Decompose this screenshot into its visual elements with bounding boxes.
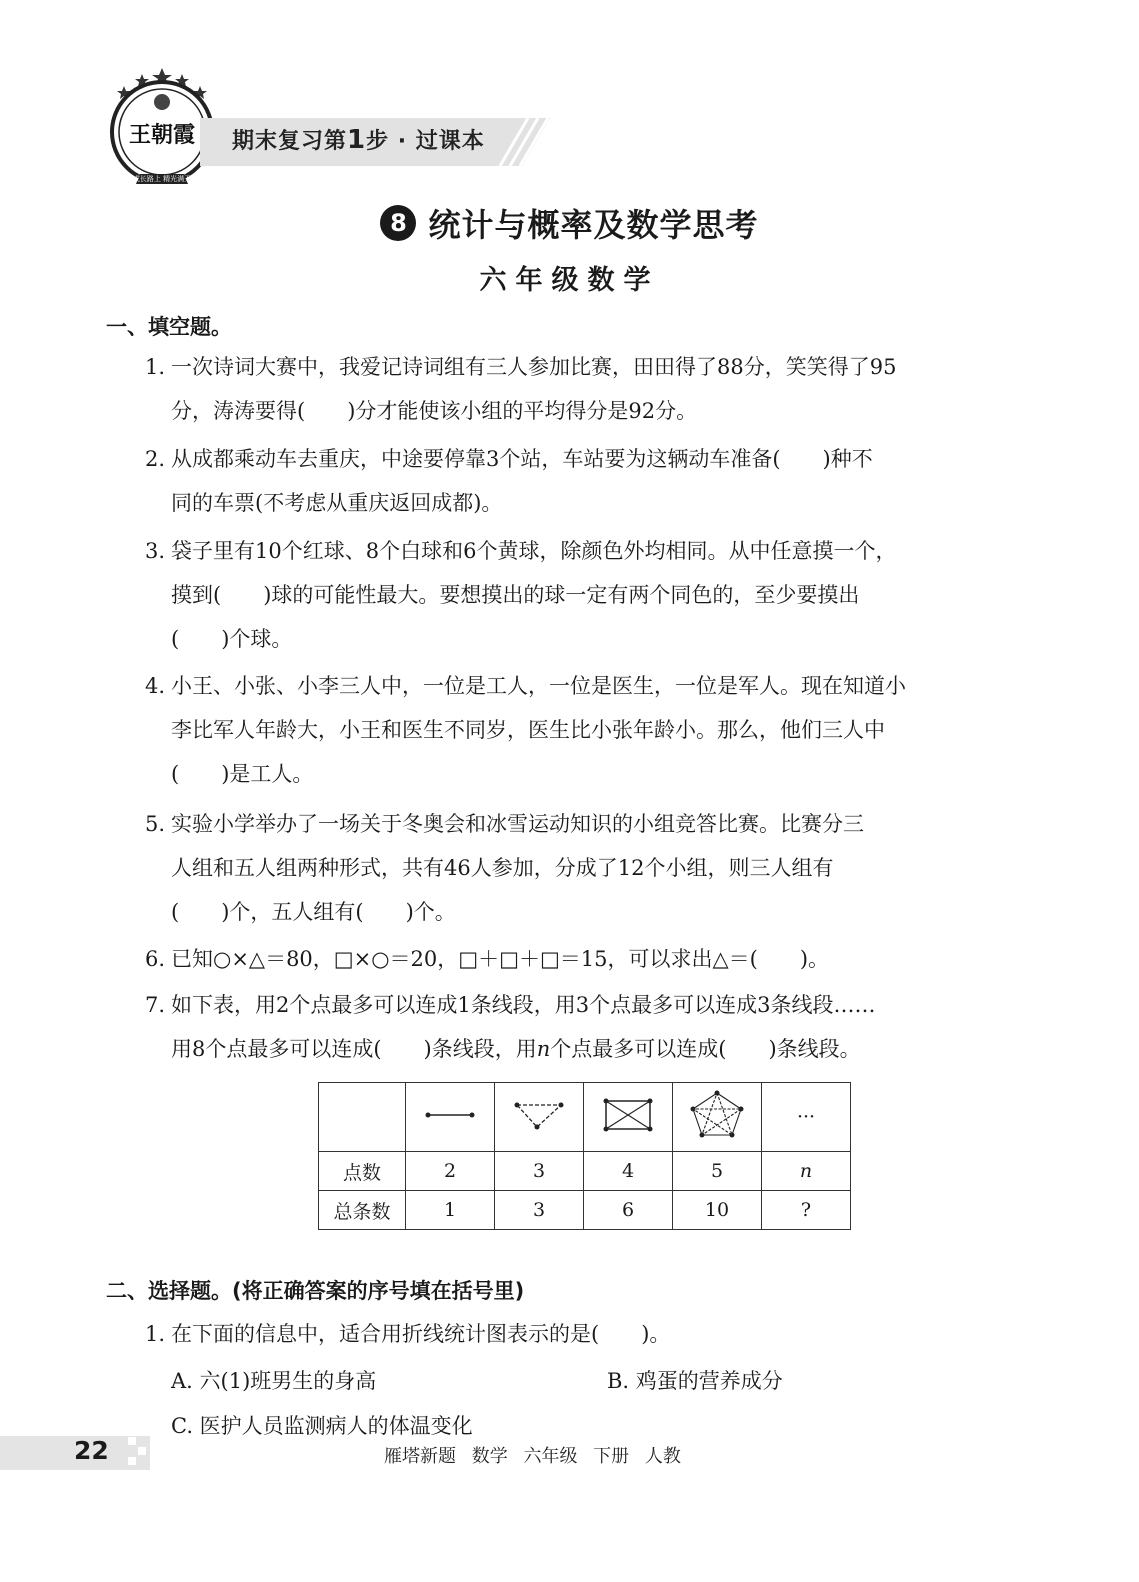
segments-value: ? — [762, 1191, 851, 1230]
option-b: B. 鸡蛋的营养成分 — [607, 1369, 783, 1393]
points-segments-table — [318, 1082, 851, 1230]
option-c: C. 医护人员监测病人的体温变化 — [171, 1414, 473, 1438]
logo-name: 王朝霞 — [128, 123, 196, 148]
ellipsis-cell: ··· — [762, 1083, 851, 1152]
row-label-points: 点数 — [319, 1152, 406, 1191]
points-value: 5 — [673, 1152, 762, 1191]
section-heading: 一、填空题。 — [106, 315, 232, 339]
option-a: A. 六(1)班男生的身高 — [171, 1369, 377, 1393]
segments-value: 3 — [495, 1191, 584, 1230]
points-value: 2 — [406, 1152, 495, 1191]
points-value: n — [762, 1152, 851, 1191]
segments-value: 10 — [673, 1191, 762, 1230]
question-1: 1. 一次诗词大赛中，我爱记诗词组有三人参加比赛，田田得了88分，笑笑得了95 分，涛涛要得( )分才能使该小组的平均得分是92分。 — [145, 355, 897, 423]
logo-motto: 成长路上 精光满天 — [132, 175, 192, 183]
question-3: 3. 袋子里有10个红球、8个白球和6个黄球，除颜色外均相同。从中任意摸一个， 摸到( )球的可能性最大。要想摸出的球一定有两个同色的，至少要摸出 ( )个球。 — [145, 539, 897, 651]
page-subtitle: 六年级数学 — [479, 265, 660, 296]
table-corner — [319, 1083, 406, 1152]
banner-label: 期末复习第1步 · 过课本 — [232, 125, 485, 155]
segments-value: 1 — [406, 1191, 495, 1230]
question-7: 7. 如下表，用2个点最多可以连成1条线段，用3个点最多可以连成3条线段…… 用8个点最多可以连成( )条线段，用n个点最多可以连成( )条线段。 — [145, 993, 876, 1061]
question-5: 5. 实验小学举办了一场关于冬奥会和冰雪运动知识的小组竞答比赛。比赛分三 人组和五人组两种形式，共有46人参加，分成了12个小组，则三人组有 ( )个，五人组有( )个。 — [145, 812, 864, 924]
title-text: 统计与概率及数学思考 — [428, 206, 759, 244]
figure-5-points — [673, 1083, 762, 1152]
footer-text: 雁塔新题 数学 六年级 下册 人教 — [384, 1446, 681, 1467]
figure-4-points — [584, 1083, 673, 1152]
choice-question-1: 1. 在下面的信息中，适合用折线统计图表示的是( )。 — [145, 1322, 671, 1346]
row-label-segments: 总条数 — [319, 1191, 406, 1230]
points-value: 3 — [495, 1152, 584, 1191]
page-number: 22 — [74, 1436, 109, 1465]
chapter-number-badge: 8 — [380, 205, 416, 241]
question-6: 6. 已知○×△＝80，□×○＝20，□＋□＋□＝15，可以求出△＝( )。 — [145, 947, 830, 971]
segments-value: 6 — [584, 1191, 673, 1230]
section-heading: 二、选择题。(将正确答案的序号填在括号里) — [106, 1279, 525, 1303]
figure-2-points — [406, 1083, 495, 1152]
points-value: 4 — [584, 1152, 673, 1191]
figure-3-points — [495, 1083, 584, 1152]
question-2: 2. 从成都乘动车去重庆，中途要停靠3个站，车站要为这辆动车准备( )种不 同的车票(不考虑从重庆返回成都)。 — [145, 447, 873, 515]
footer-decoration — [128, 1437, 148, 1469]
question-4: 4. 小王、小张、小李三人中，一位是工人，一位是医生，一位是军人。现在知道小 李比军人年龄大，小王和医生不同岁，医生比小张年龄小。那么，他们三人中 ( )是工人。 — [145, 674, 906, 786]
page-title — [0, 200, 1139, 246]
